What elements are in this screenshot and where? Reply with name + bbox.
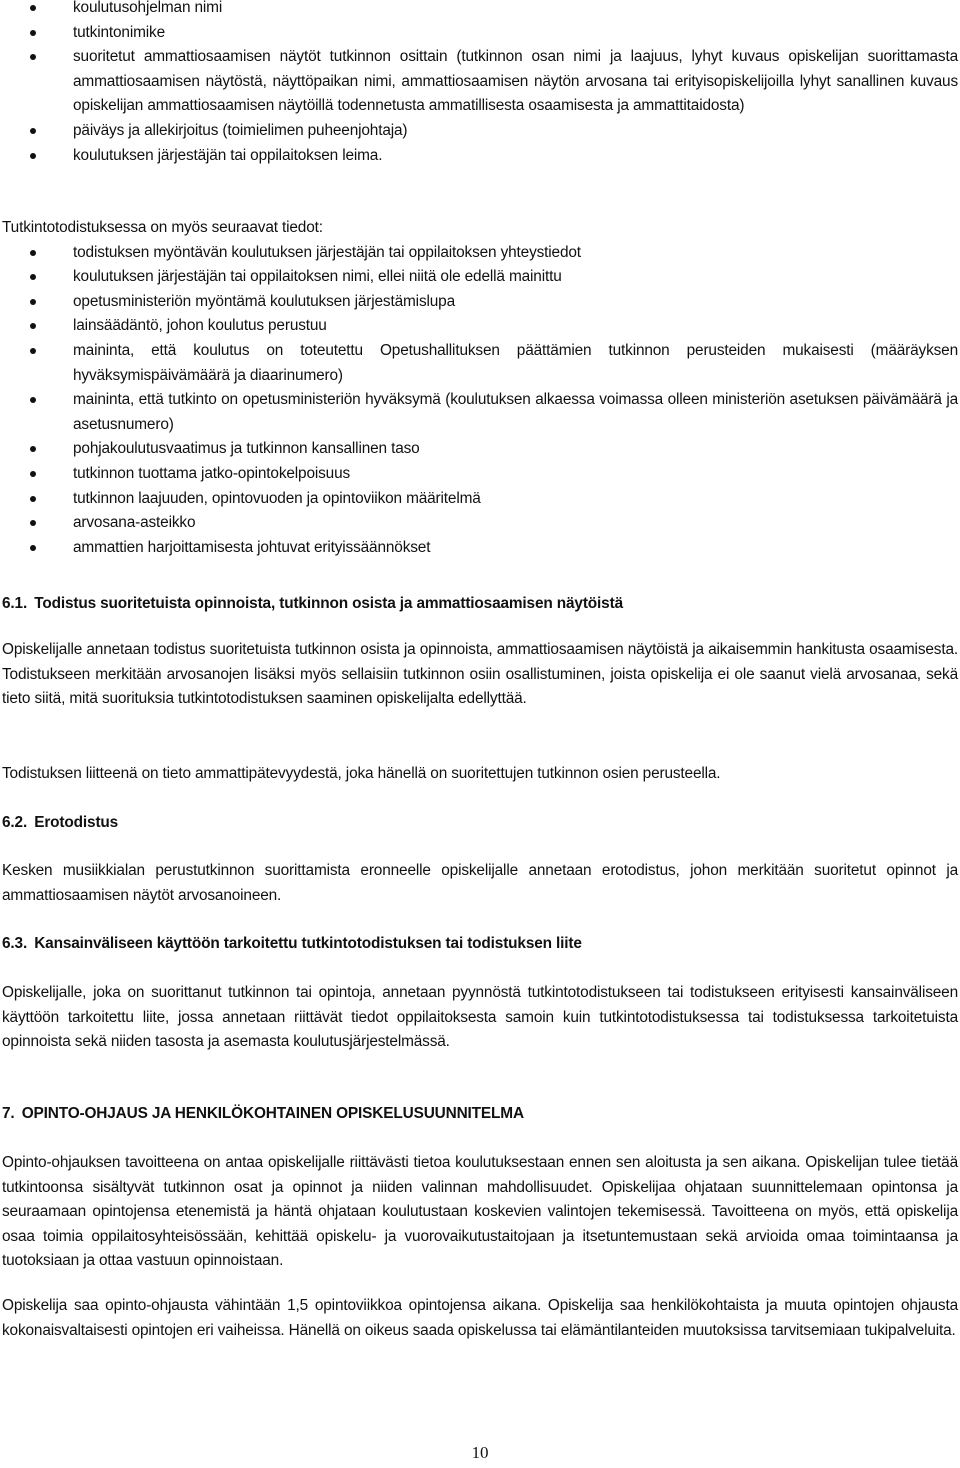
intro-paragraph: Tutkintotodistuksessa on myös seuraavat tiedot: <box>2 219 323 236</box>
list-item: opetusministeriön myöntämä koulutuksen järjestämislupa <box>2 290 960 315</box>
paragraph: Opiskelija saa opinto-ohjausta vähintään 1,5 opintoviikkoa opintojensa aikana. Opiskelija saa henkilökohtaista ja muuta opintojen ohjausta kokonaisvaltaisesti opintojen eri vaiheissa. Hänellä on oikeus saada opiskelussa tai elämäntilanteiden muutoksissa tarvitsemiaan tukipalveluita. <box>2 1297 958 1339</box>
section-6-2-body <box>2 859 960 908</box>
section-heading-6-2: 6.2. Erotodistus <box>2 814 119 831</box>
paragraph: Todistuksen liitteenä on tieto ammattipätevyydestä, joka hänellä on suoritettujen tutkinnon osien perusteella. <box>2 765 721 782</box>
section-7-body <box>2 1151 960 1274</box>
paragraph: Kesken musiikkialan perustutkinnon suorittamista eronneelle opiskelijalle annetaan erotodistus, johon merkitään suoritetut opinnot ja ammattiosaamisen näytöt arvosanoineen. <box>2 862 958 904</box>
list-item: päiväys ja allekirjoitus (toimielimen puheenjohtaja) <box>2 119 960 144</box>
certificate-content-list <box>2 0 960 168</box>
section-7-body-2 <box>2 1294 960 1343</box>
page-number: 10 <box>471 1443 489 1462</box>
list-item: maininta, että tutkinto on opetusministeriön hyväksymä (koulutuksen alkaessa voimassa olleen ministeriön asetuksen päivämäärä ja asetusnumero) <box>2 388 960 437</box>
list-item: koulutusohjelman nimi <box>2 0 960 21</box>
section-6-3-body <box>2 981 960 1055</box>
list-item: pohjakoulutusvaatimus ja tutkinnon kansallinen taso <box>2 437 960 462</box>
section-heading-7: 7. OPINTO-OHJAUS JA HENKILÖKOHTAINEN OPISKELUSUUNNITELMA <box>2 1105 524 1122</box>
paragraph: Opinto-ohjauksen tavoitteena on antaa opiskelijalle riittävästi tietoa koulutuksestaan ennen sen aloitusta ja sen aikana. Opiskelijan tulee tietää tutkintoonsa sisältyvät tutkinnon osat ja opinnot ja niiden valinnan mahdollisuudet. Opiskelijaa ohjataan suunnittelemaan opintonsa ja seuraamaan opintojensa etenemistä ja häntä ohjataan koulutustaan koskevien valintojen tekemisessä. Tavoitteena on myös, että opiskelija osaa toimia oppilaitosyhteisössään, kehittää opiskelu- ja vuorovaikutustaitojaan ja itsetuntemustaan sekä arvioida omaa toimintaansa ja tuotoksiaan ja ottaa vastuun opinnoistaan. <box>2 1154 958 1270</box>
paragraph: Opiskelijalle, joka on suorittanut tutkinnon tai opintoja, annetaan pyynnöstä tutkintotodistukseen tai todistukseen erityisesti kansainväliseen käyttöön tarkoitettu liite, jossa annetaan riittävät tiedot oppilaitoksesta samoin kuin tutkintotodistuksessa tai todistuksessa tarkoitetuista opinnoista sekä niiden tasosta ja asemasta koulutusjärjestelmässä. <box>2 984 958 1051</box>
list-item: koulutuksen järjestäjän tai oppilaitoksen nimi, ellei niitä ole edellä mainittu <box>2 265 960 290</box>
list-item: koulutuksen järjestäjän tai oppilaitoksen leima. <box>2 144 960 169</box>
list-item: lainsäädäntö, johon koulutus perustuu <box>2 314 960 339</box>
list-item: tutkinnon laajuuden, opintovuoden ja opintoviikon määritelmä <box>2 487 960 512</box>
list-item: maininta, että koulutus on toteutettu Opetushallituksen päättämien tutkinnon perusteiden mukaisesti (määräyksen hyväksymispäivämäärä ja diaarinumero) <box>2 339 960 388</box>
section-6-1-body <box>2 638 960 712</box>
list-item: todistuksen myöntävän koulutuksen järjestäjän tai oppilaitoksen yhteystiedot <box>2 241 960 266</box>
list-item: arvosana-asteikko <box>2 511 960 536</box>
section-heading-6-3: 6.3. Kansainväliseen käyttöön tarkoitettu tutkintotodistuksen tai todistuksen liite <box>2 935 582 952</box>
list-item: suoritetut ammattiosaamisen näytöt tutkinnon osittain (tutkinnon osan nimi ja laajuus, lyhyt kuvaus opiskelijan suorittamasta ammattiosaamisen näytöstä, näyttöpaikan nimi, ammattiosaamisen näytön arvosana tai erityisopiskelijoilla lyhyt sanallinen kuvaus opiskelijan ammattiosaamisen näytöillä todennetusta ammatillisesta osaamisesta ja ammattitaidosta) <box>2 45 960 119</box>
list-item: tutkinnon tuottama jatko-opintokelpoisuus <box>2 462 960 487</box>
paragraph: Opiskelijalle annetaan todistus suoritetuista tutkinnon osista ja opinnoista, ammattiosaamisen näytöistä ja aikaisemmin hankitusta osaamisesta. Todistukseen merkitään arvosanojen lisäksi myös sellaisiin tutkinnon osiin osallistuminen, joista opiskelija ei ole saanut vielä arvosanaa, sekä tieto siitä, mitä suorituksia tutkintotodistuksen saaminen opiskelijalta edellyttää. <box>2 641 958 708</box>
section-heading-6-1: 6.1. Todistus suoritetuista opinnoista, tutkinnon osista ja ammattiosaamisen näytöistä <box>2 595 623 612</box>
list-item: tutkintonimike <box>2 21 960 46</box>
list-item: ammattien harjoittamisesta johtuvat erityissäännökset <box>2 536 960 561</box>
section-6-1-note <box>2 762 960 787</box>
additional-info-section <box>2 216 960 560</box>
